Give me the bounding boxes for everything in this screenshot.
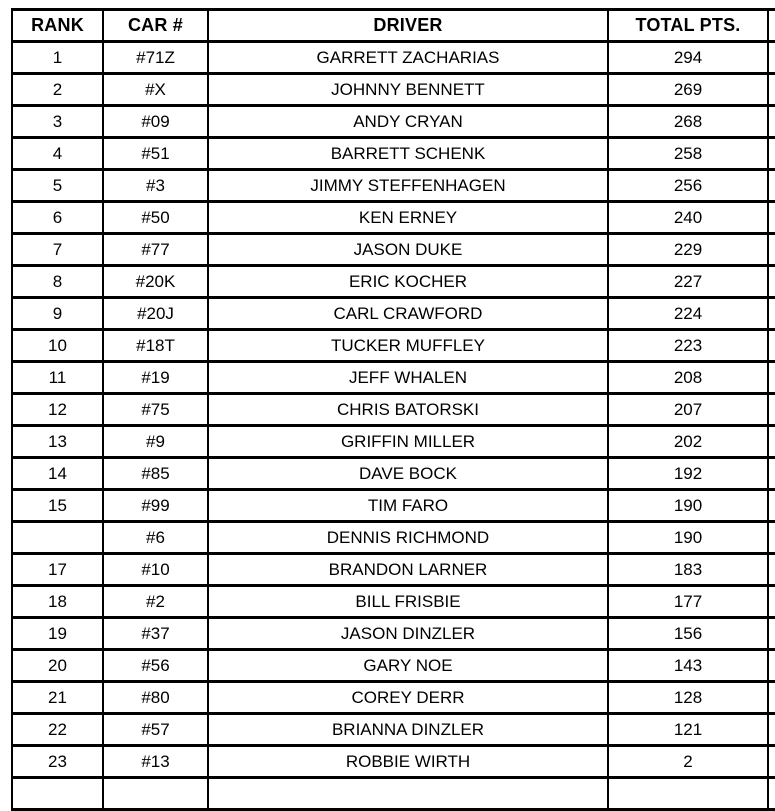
table-row bbox=[12, 106, 775, 138]
cell-total-points: 202 bbox=[608, 426, 768, 458]
cell-car-number: #57 bbox=[103, 714, 208, 746]
cell-overflow bbox=[768, 682, 775, 714]
table-row bbox=[12, 746, 775, 778]
table-row bbox=[12, 650, 775, 682]
cell-car-number: #37 bbox=[103, 618, 208, 650]
cell-overflow bbox=[768, 266, 775, 298]
table-row bbox=[12, 266, 775, 298]
cell-overflow bbox=[768, 426, 775, 458]
cell-rank bbox=[12, 778, 103, 810]
table-row bbox=[12, 618, 775, 650]
table-row bbox=[12, 522, 775, 554]
cell-driver: BRANDON LARNER bbox=[208, 554, 608, 586]
cell-driver: JASON DINZLER bbox=[208, 618, 608, 650]
cell-rank: 1 bbox=[12, 42, 103, 74]
cell-rank: 11 bbox=[12, 362, 103, 394]
cell-driver: KEN ERNEY bbox=[208, 202, 608, 234]
col-header-overflow bbox=[768, 10, 775, 42]
cell-rank: 5 bbox=[12, 170, 103, 202]
cell-driver: GRIFFIN MILLER bbox=[208, 426, 608, 458]
cell-car-number: #10 bbox=[103, 554, 208, 586]
cell-overflow bbox=[768, 298, 775, 330]
cell-rank: 2 bbox=[12, 74, 103, 106]
cell-driver: CARL CRAWFORD bbox=[208, 298, 608, 330]
cell-rank: 18 bbox=[12, 586, 103, 618]
cell-rank: 8 bbox=[12, 266, 103, 298]
cell-car-number: #20K bbox=[103, 266, 208, 298]
col-header-rank: RANK bbox=[12, 10, 103, 42]
cell-overflow bbox=[768, 714, 775, 746]
cell-total-points: 229 bbox=[608, 234, 768, 266]
table-row bbox=[12, 714, 775, 746]
table-row bbox=[12, 42, 775, 74]
cell-rank: 7 bbox=[12, 234, 103, 266]
table-row bbox=[12, 682, 775, 714]
col-header-points: TOTAL PTS. bbox=[608, 10, 768, 42]
cell-car-number: #85 bbox=[103, 458, 208, 490]
table-row bbox=[12, 234, 775, 266]
cell-rank: 9 bbox=[12, 298, 103, 330]
cell-driver: ANDY CRYAN bbox=[208, 106, 608, 138]
table-row bbox=[12, 458, 775, 490]
cell-car-number: #6 bbox=[103, 522, 208, 554]
cell-overflow bbox=[768, 650, 775, 682]
cell-overflow bbox=[768, 42, 775, 74]
cell-overflow bbox=[768, 106, 775, 138]
table-row bbox=[12, 138, 775, 170]
cell-total-points: 121 bbox=[608, 714, 768, 746]
cell-car-number: #56 bbox=[103, 650, 208, 682]
cell-overflow bbox=[768, 234, 775, 266]
cell-car-number: #X bbox=[103, 74, 208, 106]
cell-rank: 13 bbox=[12, 426, 103, 458]
cell-total-points: 143 bbox=[608, 650, 768, 682]
cell-rank: 10 bbox=[12, 330, 103, 362]
cell-total-points: 190 bbox=[608, 490, 768, 522]
cell-driver: JIMMY STEFFENHAGEN bbox=[208, 170, 608, 202]
cell-overflow bbox=[768, 554, 775, 586]
cell-car-number: #51 bbox=[103, 138, 208, 170]
table-row bbox=[12, 202, 775, 234]
table-row bbox=[12, 298, 775, 330]
cell-rank: 4 bbox=[12, 138, 103, 170]
cell-car-number bbox=[103, 778, 208, 810]
cell-car-number: #75 bbox=[103, 394, 208, 426]
cell-car-number: #09 bbox=[103, 106, 208, 138]
cell-rank: 6 bbox=[12, 202, 103, 234]
cell-total-points bbox=[608, 778, 768, 810]
cell-car-number: #19 bbox=[103, 362, 208, 394]
cell-overflow bbox=[768, 746, 775, 778]
cell-total-points: 227 bbox=[608, 266, 768, 298]
table-row bbox=[12, 330, 775, 362]
cell-rank: 20 bbox=[12, 650, 103, 682]
cell-car-number: #77 bbox=[103, 234, 208, 266]
cell-total-points: 192 bbox=[608, 458, 768, 490]
cell-total-points: 128 bbox=[608, 682, 768, 714]
table-body bbox=[12, 42, 775, 810]
cell-driver: JOHNNY BENNETT bbox=[208, 74, 608, 106]
cell-driver bbox=[208, 778, 608, 810]
cell-car-number: #71Z bbox=[103, 42, 208, 74]
cell-driver: BARRETT SCHENK bbox=[208, 138, 608, 170]
cell-total-points: 256 bbox=[608, 170, 768, 202]
table-row bbox=[12, 394, 775, 426]
cell-driver: JASON DUKE bbox=[208, 234, 608, 266]
cell-driver: BILL FRISBIE bbox=[208, 586, 608, 618]
cell-overflow bbox=[768, 778, 775, 810]
cell-overflow bbox=[768, 74, 775, 106]
cell-overflow bbox=[768, 394, 775, 426]
cell-rank: 15 bbox=[12, 490, 103, 522]
table-header bbox=[12, 10, 775, 42]
table-row bbox=[12, 170, 775, 202]
cell-total-points: 156 bbox=[608, 618, 768, 650]
cell-overflow bbox=[768, 170, 775, 202]
cell-car-number: #20J bbox=[103, 298, 208, 330]
cell-rank: 19 bbox=[12, 618, 103, 650]
cell-car-number: #13 bbox=[103, 746, 208, 778]
cell-total-points: 294 bbox=[608, 42, 768, 74]
cell-overflow bbox=[768, 330, 775, 362]
cell-overflow bbox=[768, 138, 775, 170]
cell-total-points: 240 bbox=[608, 202, 768, 234]
cell-driver: ROBBIE WIRTH bbox=[208, 746, 608, 778]
cell-total-points: 269 bbox=[608, 74, 768, 106]
table-row bbox=[12, 554, 775, 586]
cell-driver: GARRETT ZACHARIAS bbox=[208, 42, 608, 74]
cell-driver: GARY NOE bbox=[208, 650, 608, 682]
col-header-car: CAR # bbox=[103, 10, 208, 42]
cell-rank bbox=[12, 522, 103, 554]
table-row bbox=[12, 74, 775, 106]
cell-overflow bbox=[768, 362, 775, 394]
cell-car-number: #2 bbox=[103, 586, 208, 618]
cell-car-number: #3 bbox=[103, 170, 208, 202]
header-row bbox=[12, 10, 775, 42]
cell-overflow bbox=[768, 202, 775, 234]
cell-driver: JEFF WHALEN bbox=[208, 362, 608, 394]
points-standings-table bbox=[11, 8, 775, 811]
table-row bbox=[12, 362, 775, 394]
cell-car-number: #50 bbox=[103, 202, 208, 234]
table-row bbox=[12, 426, 775, 458]
cell-total-points: 258 bbox=[608, 138, 768, 170]
cell-overflow bbox=[768, 490, 775, 522]
cell-driver: COREY DERR bbox=[208, 682, 608, 714]
col-header-driver: DRIVER bbox=[208, 10, 608, 42]
cell-total-points: 208 bbox=[608, 362, 768, 394]
cell-total-points: 207 bbox=[608, 394, 768, 426]
cell-car-number: #18T bbox=[103, 330, 208, 362]
cell-rank: 3 bbox=[12, 106, 103, 138]
cell-driver: ERIC KOCHER bbox=[208, 266, 608, 298]
cell-rank: 17 bbox=[12, 554, 103, 586]
cell-driver: CHRIS BATORSKI bbox=[208, 394, 608, 426]
cell-overflow bbox=[768, 586, 775, 618]
cell-total-points: 223 bbox=[608, 330, 768, 362]
cell-driver: TUCKER MUFFLEY bbox=[208, 330, 608, 362]
cell-rank: 23 bbox=[12, 746, 103, 778]
cell-driver: BRIANNA DINZLER bbox=[208, 714, 608, 746]
cell-overflow bbox=[768, 458, 775, 490]
cell-car-number: #9 bbox=[103, 426, 208, 458]
cell-total-points: 177 bbox=[608, 586, 768, 618]
cell-driver: TIM FARO bbox=[208, 490, 608, 522]
cell-overflow bbox=[768, 522, 775, 554]
cell-car-number: #99 bbox=[103, 490, 208, 522]
cell-total-points: 268 bbox=[608, 106, 768, 138]
cell-total-points: 224 bbox=[608, 298, 768, 330]
cell-rank: 21 bbox=[12, 682, 103, 714]
table-row bbox=[12, 778, 775, 810]
cell-total-points: 183 bbox=[608, 554, 768, 586]
cell-total-points: 2 bbox=[608, 746, 768, 778]
cell-rank: 14 bbox=[12, 458, 103, 490]
cell-driver: DENNIS RICHMOND bbox=[208, 522, 608, 554]
cell-rank: 12 bbox=[12, 394, 103, 426]
table-row bbox=[12, 490, 775, 522]
cell-driver: DAVE BOCK bbox=[208, 458, 608, 490]
table-row bbox=[12, 586, 775, 618]
cell-car-number: #80 bbox=[103, 682, 208, 714]
cell-overflow bbox=[768, 618, 775, 650]
cell-rank: 22 bbox=[12, 714, 103, 746]
cell-total-points: 190 bbox=[608, 522, 768, 554]
